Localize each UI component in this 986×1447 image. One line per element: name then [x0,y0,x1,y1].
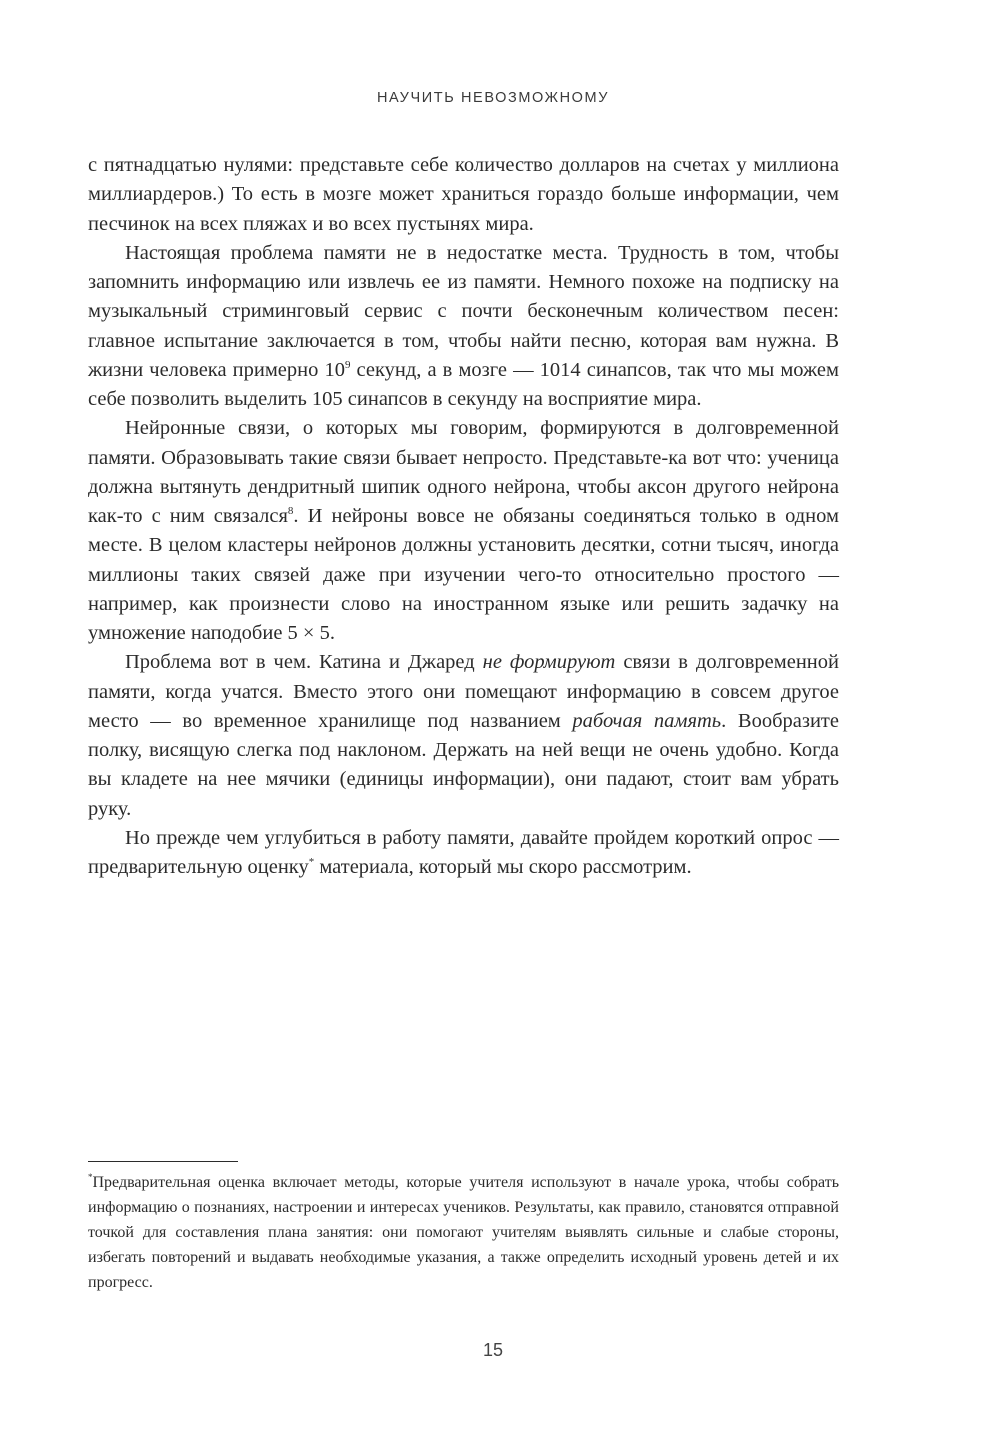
paragraph-3 [88,414,839,648]
paragraph-4-text-a: Проблема вот в чем. Катина и Джаред [125,651,483,674]
paragraph-3-text-b: . И нейроны вовсе не обязаны соединяться только в одном месте. В целом кластеры нейронов должны установить десятки, сотни тысяч, иногда миллионы таких связей даже при изучении чего-то относительно простого — например, как произнести слово на иностранном языке или решить задачку на умножение наподобие 5 × 5. [88,505,839,644]
emphasis-rabochaya-pamyat: рабочая память [572,709,722,732]
emphasis-ne-formiruyut: не формируют [482,651,616,674]
paragraph-4-text-c: . Вообразите полку, висящую слегка под наклоном. Держать на ней вещи не очень удобно. Когда вы кладете на нее мячики (единицы информации), они падают, стоит вам убрать руку. [88,709,839,820]
paragraph-2-text-a: Настоящая проблема памяти не в недостатке места. Трудность в том, чтобы запомнить информацию или извлечь ее из памяти. Немного похоже на подписку на музыкальный стриминговый сервис с почти бесконечным количеством песен: главное испытание заключается в том, чтобы найти песню, которая вам нужна. В жизни человека примерно 10 [88,241,839,381]
page-number: 15 [482,1340,504,1360]
paragraph-5-text-b: материала, который мы скоро рассмотрим. [314,856,692,878]
paragraph-2 [88,239,839,415]
paragraph-4 [88,648,839,824]
paragraph-5-text-a: Но прежде чем углубиться в работу памяти, давайте пройдем короткий опрос — предварительную оценку [88,826,839,878]
footnote [88,1170,839,1295]
paragraph-1: с пятнадцатью нулями: представьте себе количество долларов на счетах у миллиона миллиардеров.) То есть в мозге может храниться гораздо больше информации, чем песчинок на всех пляжах и во всех пустынях мира. [88,154,839,235]
paragraph-4-text-b: связи в долговременной памяти, когда учатся. Вместо этого они помещают информацию в совсем другое место — во временное хранилище под названием [88,651,839,732]
footnote-text: Предварительная оценка включает методы, которые учителя используют в начале урока, чтобы собрать информацию о познаниях, настроении и интересах учеников. Результаты, как правило, становятся отправной точкой для составления плана занятия: они помогают учителям выявлять сильные и слабые стороны, избегать повторений и выдавать необходимые указания, а также определить исходный уровень детей и их прогресс. [88,1174,839,1291]
footnote-divider [88,1161,238,1162]
footnote-reference: * [308,856,315,868]
exponent: 9 [344,358,351,371]
paragraph-5 [88,824,839,883]
paragraph-3-text-a: Нейронные связи, о которых мы говорим, формируются в долговременной памяти. Образовывать такие связи бывает непросто. Представьте-ка вот что: ученица должна вытянуть дендритный шипик одного нейрона, чтобы аксон другого нейрона как-то с ним связался [88,417,839,527]
endnote-reference: 8 [287,505,294,517]
running-head: НАУЧИТЬ НЕВОЗМОЖНОМУ [376,90,610,106]
main-text [88,151,839,882]
footnote-mark: * [88,1172,93,1182]
paragraph-2-text-b: секунд, а в мозге — 1014 синапсов, так что мы можем себе позволить выделить 105 синапсов в секунду на восприятие мира. [88,358,839,410]
